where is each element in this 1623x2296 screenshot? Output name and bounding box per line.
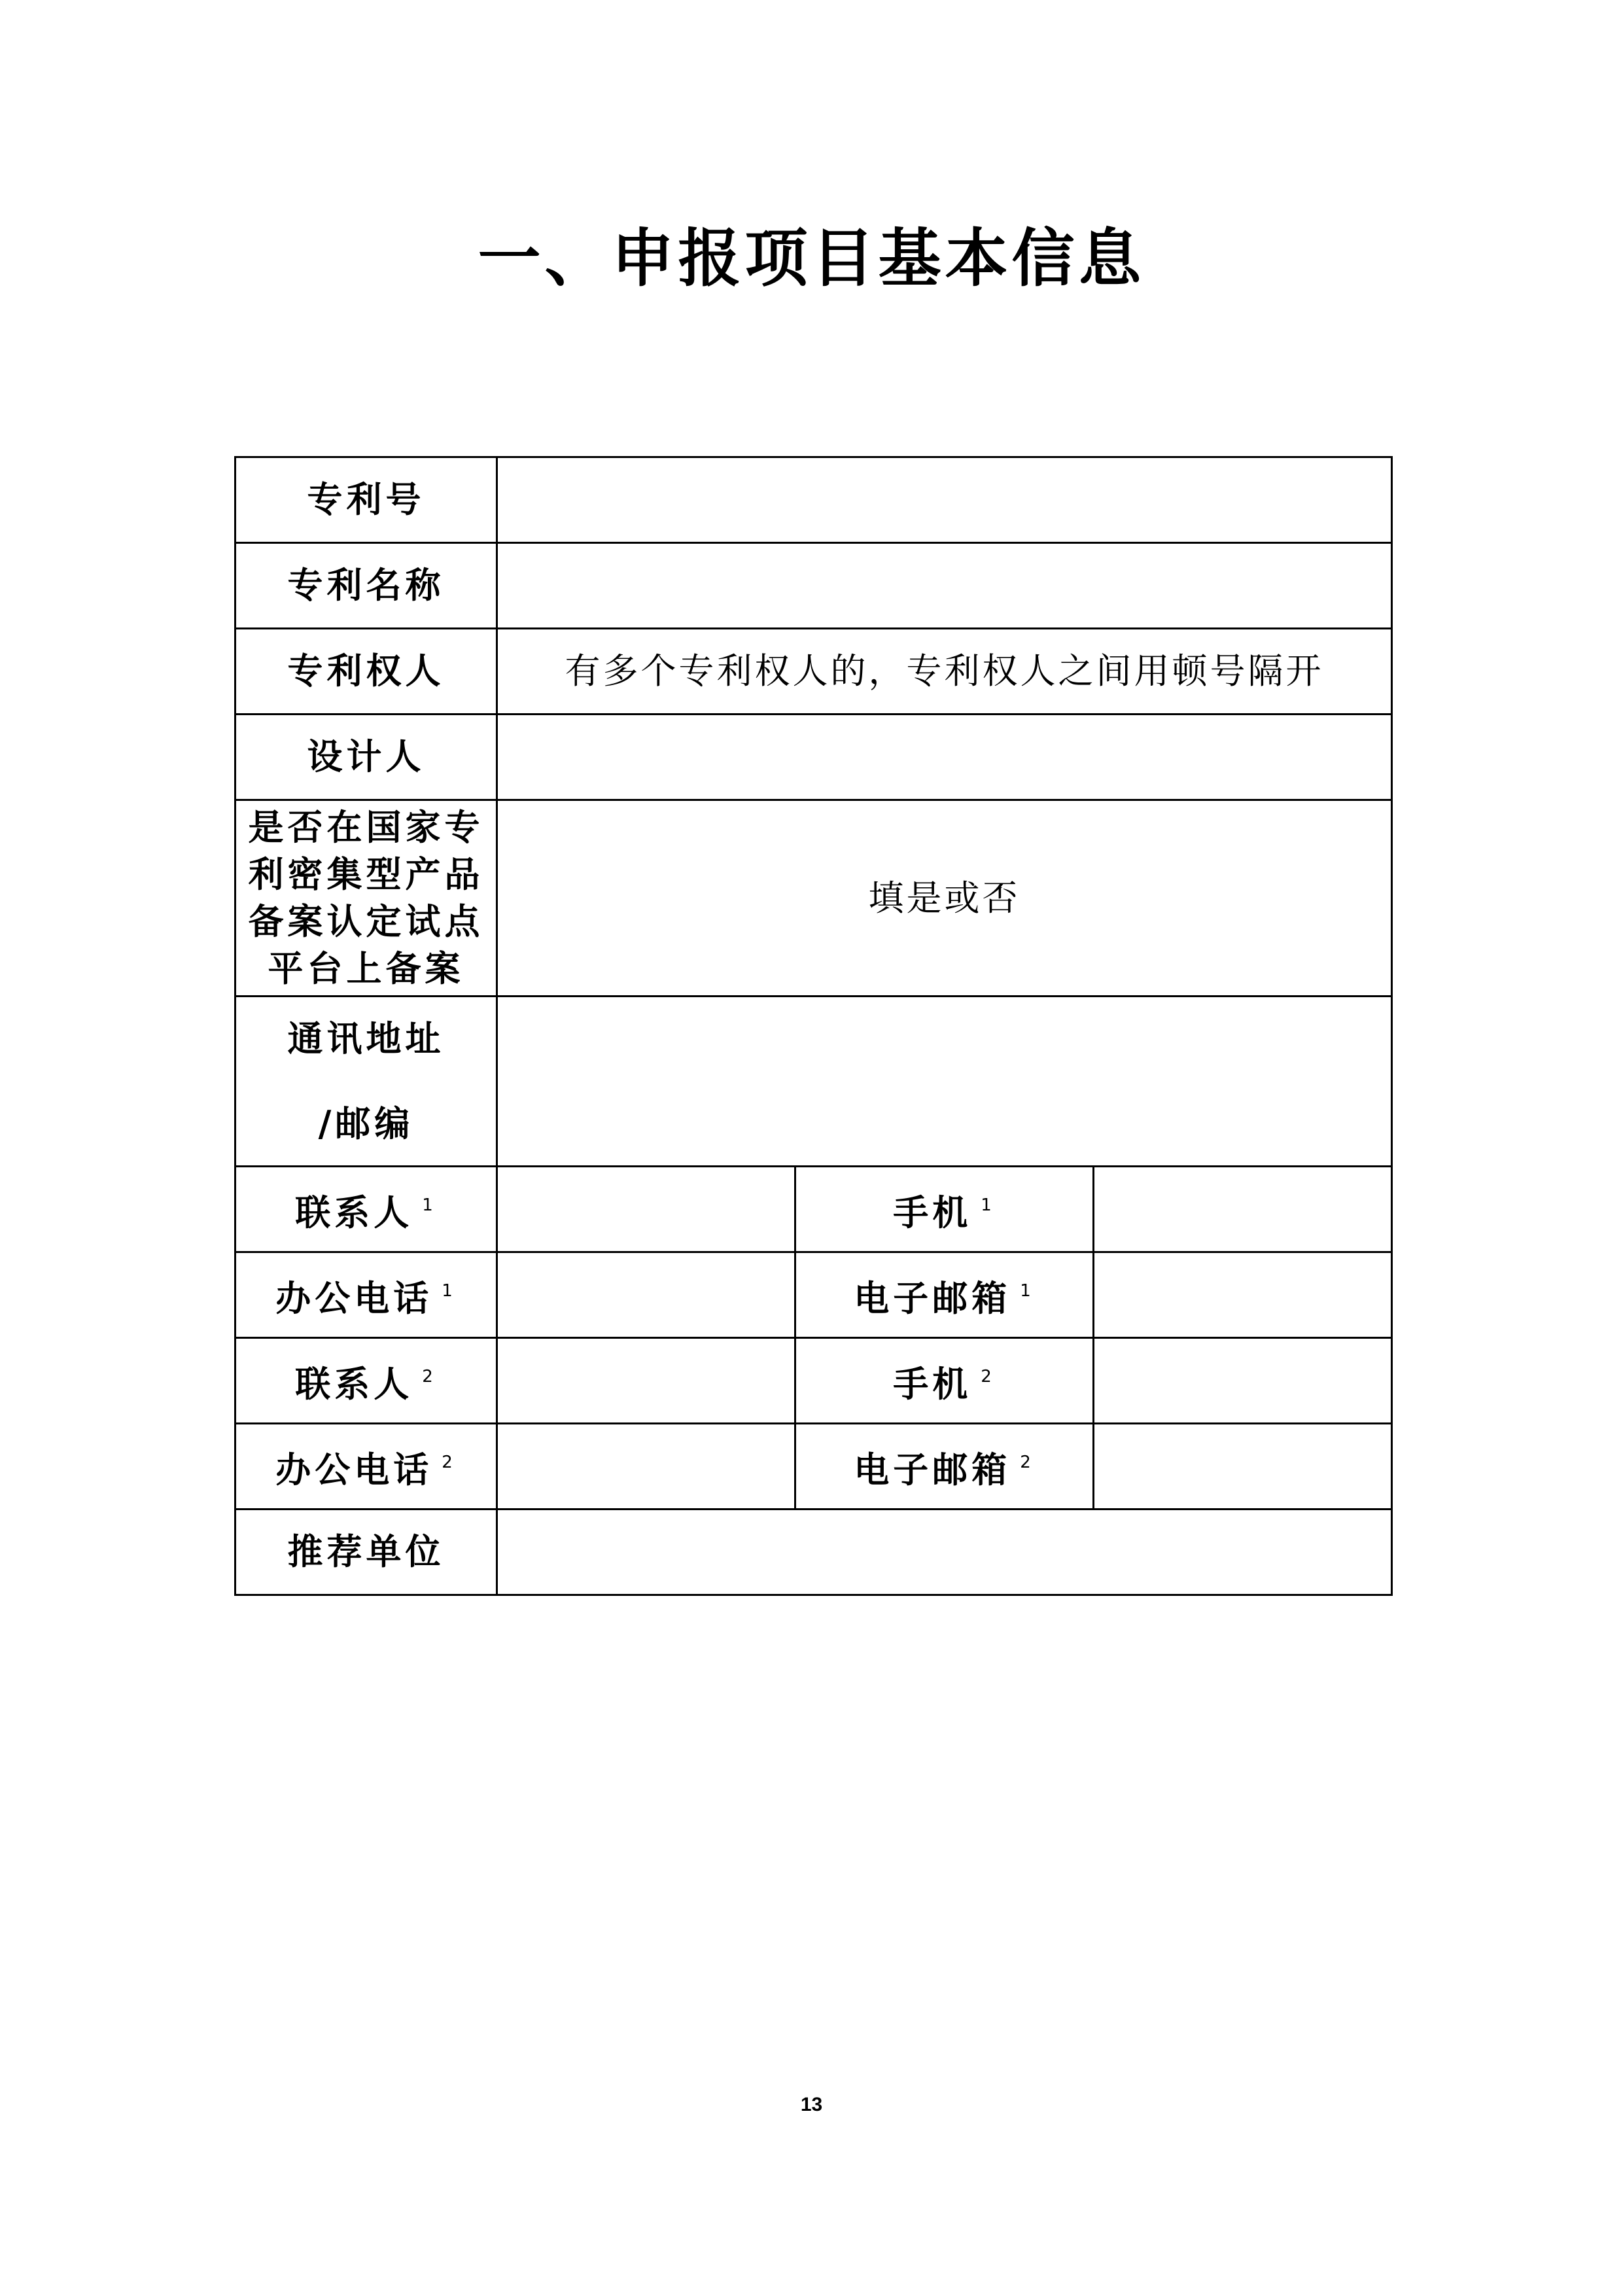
phone-2-label-text: 办公电话 bbox=[275, 1449, 433, 1491]
row-platform-record bbox=[236, 800, 1392, 997]
mobile-2-footnote: 2 bbox=[981, 1367, 996, 1386]
mobile-1-label bbox=[795, 1167, 1094, 1252]
email-2-label bbox=[795, 1424, 1094, 1510]
project-info-form bbox=[234, 456, 1393, 1596]
contact-2-label-text: 联系人 bbox=[295, 1364, 413, 1405]
row-designer bbox=[236, 715, 1392, 800]
email-1-field[interactable] bbox=[1094, 1252, 1392, 1338]
platform-record-label bbox=[236, 800, 497, 997]
address-label-line-1: 通讯地址 bbox=[287, 1017, 445, 1059]
contact-1-label bbox=[236, 1167, 497, 1252]
platform-record-field[interactable]: 填是或否 bbox=[497, 800, 1392, 997]
row-address bbox=[236, 997, 1392, 1167]
platform-record-label-line-3: 备案认定试点 bbox=[248, 900, 484, 942]
row-patent-name bbox=[236, 543, 1392, 629]
email-2-field[interactable] bbox=[1094, 1424, 1392, 1510]
contact-1-label-text: 联系人 bbox=[295, 1192, 413, 1233]
patent-name-label: 专利名称 bbox=[236, 543, 497, 629]
mobile-1-field[interactable] bbox=[1094, 1167, 1392, 1252]
phone-2-field[interactable] bbox=[497, 1424, 795, 1510]
email-2-label-text: 电子邮箱 bbox=[854, 1449, 1011, 1491]
row-contact-1 bbox=[236, 1167, 1392, 1252]
row-phone-1 bbox=[236, 1252, 1392, 1338]
page-number: 13 bbox=[800, 2094, 823, 2115]
patentee-label: 专利权人 bbox=[236, 629, 497, 715]
contact-1-footnote: 1 bbox=[422, 1195, 437, 1215]
address-label bbox=[236, 997, 497, 1167]
phone-1-label bbox=[236, 1252, 497, 1338]
email-2-footnote: 2 bbox=[1020, 1453, 1035, 1472]
platform-record-label-line-1: 是否在国家专 bbox=[248, 806, 484, 848]
email-1-footnote: 1 bbox=[1020, 1281, 1035, 1301]
page-title: 一、申报项目基本信息 bbox=[478, 222, 1145, 295]
phone-1-label-text: 办公电话 bbox=[275, 1278, 433, 1319]
row-patent-number bbox=[236, 457, 1392, 543]
patentee-field[interactable]: 有多个专利权人的，专利权人之间用顿号隔开 bbox=[497, 629, 1392, 715]
designer-field[interactable] bbox=[497, 715, 1392, 800]
contact-2-label bbox=[236, 1338, 497, 1424]
phone-2-footnote: 2 bbox=[442, 1453, 457, 1472]
contact-1-field[interactable] bbox=[497, 1167, 795, 1252]
email-1-label bbox=[795, 1252, 1094, 1338]
contact-2-footnote: 2 bbox=[422, 1367, 437, 1386]
recommender-label: 推荐单位 bbox=[236, 1510, 497, 1595]
phone-1-field[interactable] bbox=[497, 1252, 795, 1338]
phone-1-footnote: 1 bbox=[442, 1281, 457, 1301]
address-label-line-2: /邮编 bbox=[318, 1103, 414, 1144]
mobile-2-field[interactable] bbox=[1094, 1338, 1392, 1424]
contact-2-field[interactable] bbox=[497, 1338, 795, 1424]
address-field[interactable] bbox=[497, 997, 1392, 1167]
mobile-2-label bbox=[795, 1338, 1094, 1424]
recommender-field[interactable] bbox=[497, 1510, 1392, 1595]
designer-label: 设计人 bbox=[236, 715, 497, 800]
row-patentee bbox=[236, 629, 1392, 715]
row-phone-2 bbox=[236, 1424, 1392, 1510]
mobile-1-label-text: 手机 bbox=[893, 1192, 972, 1233]
email-1-label-text: 电子邮箱 bbox=[854, 1278, 1011, 1319]
platform-record-label-line-4: 平台上备案 bbox=[268, 947, 464, 989]
row-contact-2 bbox=[236, 1338, 1392, 1424]
mobile-1-footnote: 1 bbox=[981, 1195, 996, 1215]
phone-2-label bbox=[236, 1424, 497, 1510]
patent-number-field[interactable] bbox=[497, 457, 1392, 543]
patent-number-label: 专利号 bbox=[236, 457, 497, 543]
row-recommender bbox=[236, 1510, 1392, 1595]
platform-record-label-line-2: 利密集型产品 bbox=[248, 853, 484, 895]
mobile-2-label-text: 手机 bbox=[893, 1364, 972, 1405]
patent-name-field[interactable] bbox=[497, 543, 1392, 629]
